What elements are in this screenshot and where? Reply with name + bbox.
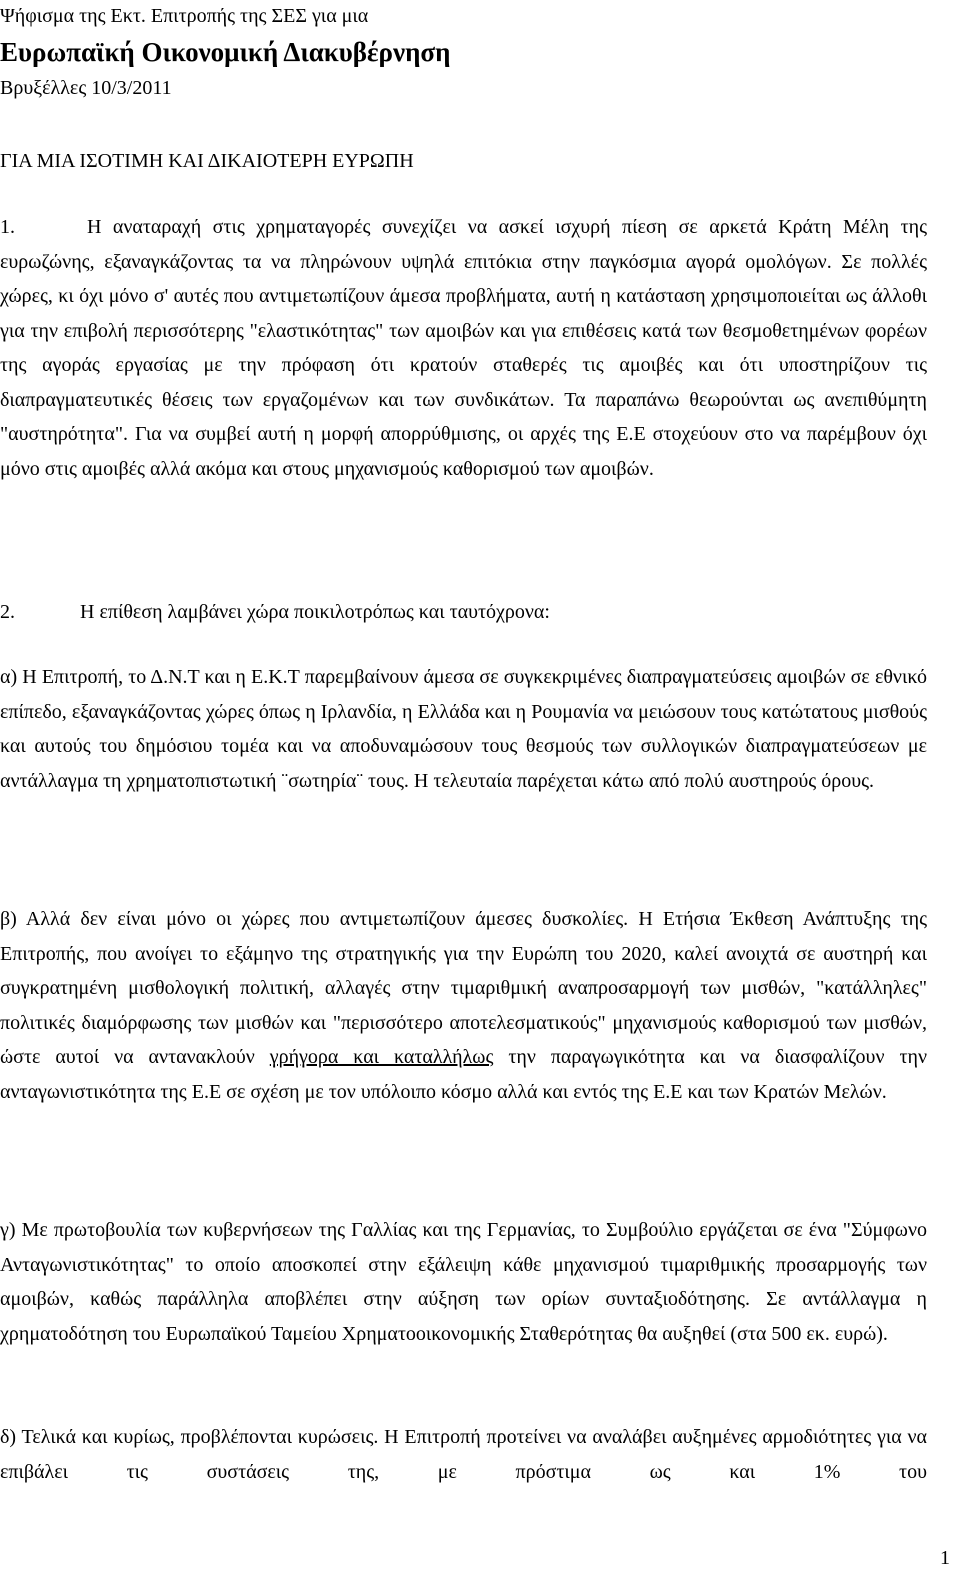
section-1-number: 1. <box>0 216 15 238</box>
document-title: Ευρωπαϊκή Οικονομική Διακυβέρνηση <box>0 37 451 67</box>
underlined-phrase: γρήγορα και καταλλήλως <box>269 1046 494 1068</box>
paragraph-b <box>0 902 927 1109</box>
section-2-row: 2. Η επίθεση λαμβάνει χώρα ποικιλοτρόπως και ταυτόχρονα: <box>0 601 550 623</box>
paragraph-b-text-2: την παραγωγικότητα και να διασφαλίζουν την ανταγωνιστικότητα της Ε.Ε σε σχέση με τον υπόλοιπο κόσμο αλλά και εντός της Ε.Ε και των Κρατών Μελών. <box>0 1046 927 1103</box>
header-line: Ψήφισμα της Εκτ. Επιτροπής της ΣΕΣ για μια <box>0 5 369 27</box>
section-1-text: Η αναταραχή στις χρηματαγορές συνεχίζει να ασκεί ισχυρή πίεση σε αρκετά Κράτη Μέλη της ευρωζώνης, εξαναγκάζοντας τα να πληρώνουν υψηλά επιτόκια στην παγκόσμια αγορά ομολόγων. Σε πολλές χώρες, κι όχι μόνο σ' αυτές που αντιμετωπίζουν άμεσα προβλήματα, αυτή η κατάσταση χρησιμοποιείται ως άλλοθι για την επιβολή περισσότερης "ελαστικότητας" των αμοιβών και για επιθέσεις κατά των θεσμοθετημένων φορέων της αγοράς εργασίας με την πρόφαση ότι κρατούν σταθερές τις αμοιβές και ότι υποστηρίζουν τις διαπραγματευτικές θέσεις των εργαζομένων και των συνδικάτων. Τα παραπάνω θεωρούνται ως ανεπιθύμητη "αυστηρότητα". Για να συμβεί αυτή η μορφή απορρύθμισης, οι αρχές της Ε.Ε στοχεύουν στο να παρέμβουν όχι μόνο στις αμοιβές αλλά ακόμα και στους μηχανισμούς καθορισμού των αμοιβών. <box>0 216 927 480</box>
paragraph-a: α) Η Επιτροπή, το Δ.Ν.Τ και η Ε.Κ.Τ παρεμβαίνουν άμεσα σε συγκεκριμένες διαπραγματεύσεις αμοιβών σε εθνικό επίπεδο, εξαναγκάζοντας χώρες όπως η Ιρλανδία, η Ελλάδα και η Ρουμανία να μειώσουν τους κατώτατους μισθούς και αυτούς του δημόσιου τομέα και να αποδυναμώσουν τους θεσμούς των συλλογικών διαπραγματεύσεων με αντάλλαγμα τη χρηματοπιστωτική ¨σωτηρία¨ τους. Η τελευταία παρέχεται κάτω από πολύ αυστηρούς όρους. <box>0 666 927 792</box>
paragraph-c: γ) Με πρωτοβουλία των κυβερνήσεων της Γαλλίας και της Γερμανίας, το Συμβούλιο εργάζεται σε ένα "Σύμφωνο Ανταγωνιστικότητας" το οποίο αποσκοπεί στην εξάλειψη κάθε μηχανισμού τιμαριθμικής προσαρμογής των αμοιβών, καθώς παράλληλα αποβλέπει στην αύξηση των ορίων συνταξιοδότησης. Σε αντάλλαγμα η χρηματοδότηση του Ευρωπαϊκού Ταμείου Χρηματοοικονομικής Σταθερότητας θα αυξηθεί (στα 500 εκ. ευρώ). <box>0 1219 927 1345</box>
section-heading: ΓΙΑ ΜΙΑ ΙΣΟΤΙΜΗ ΚΑΙ ΔΙΚΑΙΟΤΕΡΗ ΕΥΡΩΠΗ <box>0 150 414 172</box>
paragraph-b-text-1: β) Αλλά δεν είναι μόνο οι χώρες που αντιμετωπίζουν άμεσες δυσκολίες. Η Ετήσια Έκθεση Ανάπτυξης της Επιτροπής, που ανοίγει το εξάμηνο της στρατηγικής για την Ευρώπη του 2020, καλεί ανοιχτά σε αυστηρή και συγκρατημένη μισθολογική πολιτική, αλλαγές στην τιμαριθμική αναπροσαρμογή των μισθών, "κατάλληλες" πολιτικές διαμόρφωσης των μισθών και "περισσότερο αποτελεσματικούς" μηχανισμούς καθορισμού των μισθών, ώστε αυτοί να αντανακλούν <box>0 908 927 1068</box>
page-number: 1 <box>940 1547 950 1569</box>
dateline: Βρυξέλλες 10/3/2011 <box>0 77 172 99</box>
paragraph-d: δ) Τελικά και κυρίως, προβλέπονται κυρώσεις. Η Επιτροπή προτείνει να αναλάβει αυξημένες αρμοδιότητες για να επιβάλει τις συστάσεις της, με πρόστιμα ως και 1% του <box>0 1426 927 1483</box>
